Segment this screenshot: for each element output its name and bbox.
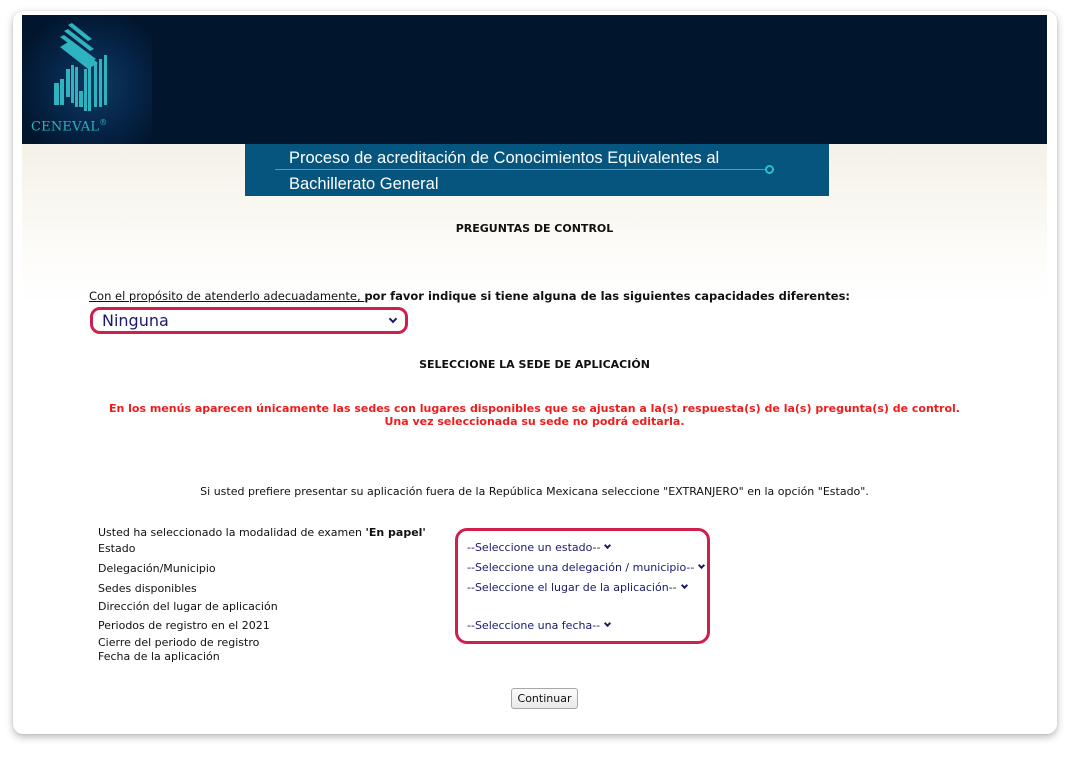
sedes-select[interactable] [467,581,687,594]
label-cierre: Cierre del periodo de registro [98,636,260,649]
banner-title-line2: Bachillerato General [289,175,439,193]
chevron-down-icon [389,315,397,323]
prompt-bold-text: por favor indique si tiene alguna de las siguientes capacidades diferentes: [364,289,851,303]
ceneval-logo[interactable] [22,15,152,144]
program-banner [245,144,829,196]
chevron-down-icon [604,620,611,627]
estado-select-value: --Seleccione un estado-- [467,541,601,554]
header [22,15,1047,144]
label-estado: Estado [98,541,136,555]
banner-title-line1: Proceso de acreditación de Conocimientos Equivalentes al [289,149,720,167]
capacidad-prompt [89,289,850,303]
browser-window [13,11,1057,734]
chevron-down-icon [698,562,705,569]
warning-line2: Una vez seleccionada su sede no podrá editarla. [384,415,685,428]
label-sedes: Sedes disponibles [98,581,197,595]
prompt-text: Con el propósito de atenderlo adecuadamente, [89,289,365,303]
sede-labels [98,525,426,664]
sede-warning [22,402,1047,428]
ceneval-logo-icon [40,21,120,116]
capacidad-select-value: Ninguna [102,311,169,330]
periodos-select[interactable] [467,619,610,632]
sede-title: SELECCIONE LA SEDE DE APLICACIÓN [419,358,650,371]
label-fecha: Fecha de la aplicación [98,650,220,663]
logo-text: CENEVAL® [31,118,108,135]
control-questions-title: PREGUNTAS DE CONTROL [455,222,614,235]
capacidad-select[interactable] [90,307,408,334]
chevron-down-icon [681,582,688,589]
modalidad-text: Usted ha seleccionado la modalidad de examen 'En papel' [98,526,426,539]
periodos-select-value: --Seleccione una fecha-- [467,619,601,632]
page [22,15,1047,730]
continuar-button[interactable]: Continuar [511,688,578,709]
modalidad-value: 'En papel' [365,526,426,539]
estado-select[interactable] [467,541,610,554]
warning-line1: En los menús aparecen únicamente las sedes con lugares disponibles que se ajustan a la(s) respuesta(s) de la(s) pregunta(s) de control. [108,402,960,415]
label-periodos: Periodos de registro en el 2021 [98,618,270,632]
delegacion-select[interactable] [467,561,704,574]
label-direccion: Dirección del lugar de aplicación [98,600,278,613]
delegacion-select-value: --Seleccione una delegación / municipio-- [467,561,695,574]
sedes-select-value: --Seleccione el lugar de la aplicación-- [467,581,677,594]
extranjero-note: Si usted prefiere presentar su aplicación fuera de la República Mexicana seleccione "EXTRANJERO" en la opción "Estado". [200,485,869,498]
chevron-down-icon [604,542,611,549]
label-delegacion: Delegación/Municipio [98,562,216,575]
banner-title [289,147,769,195]
